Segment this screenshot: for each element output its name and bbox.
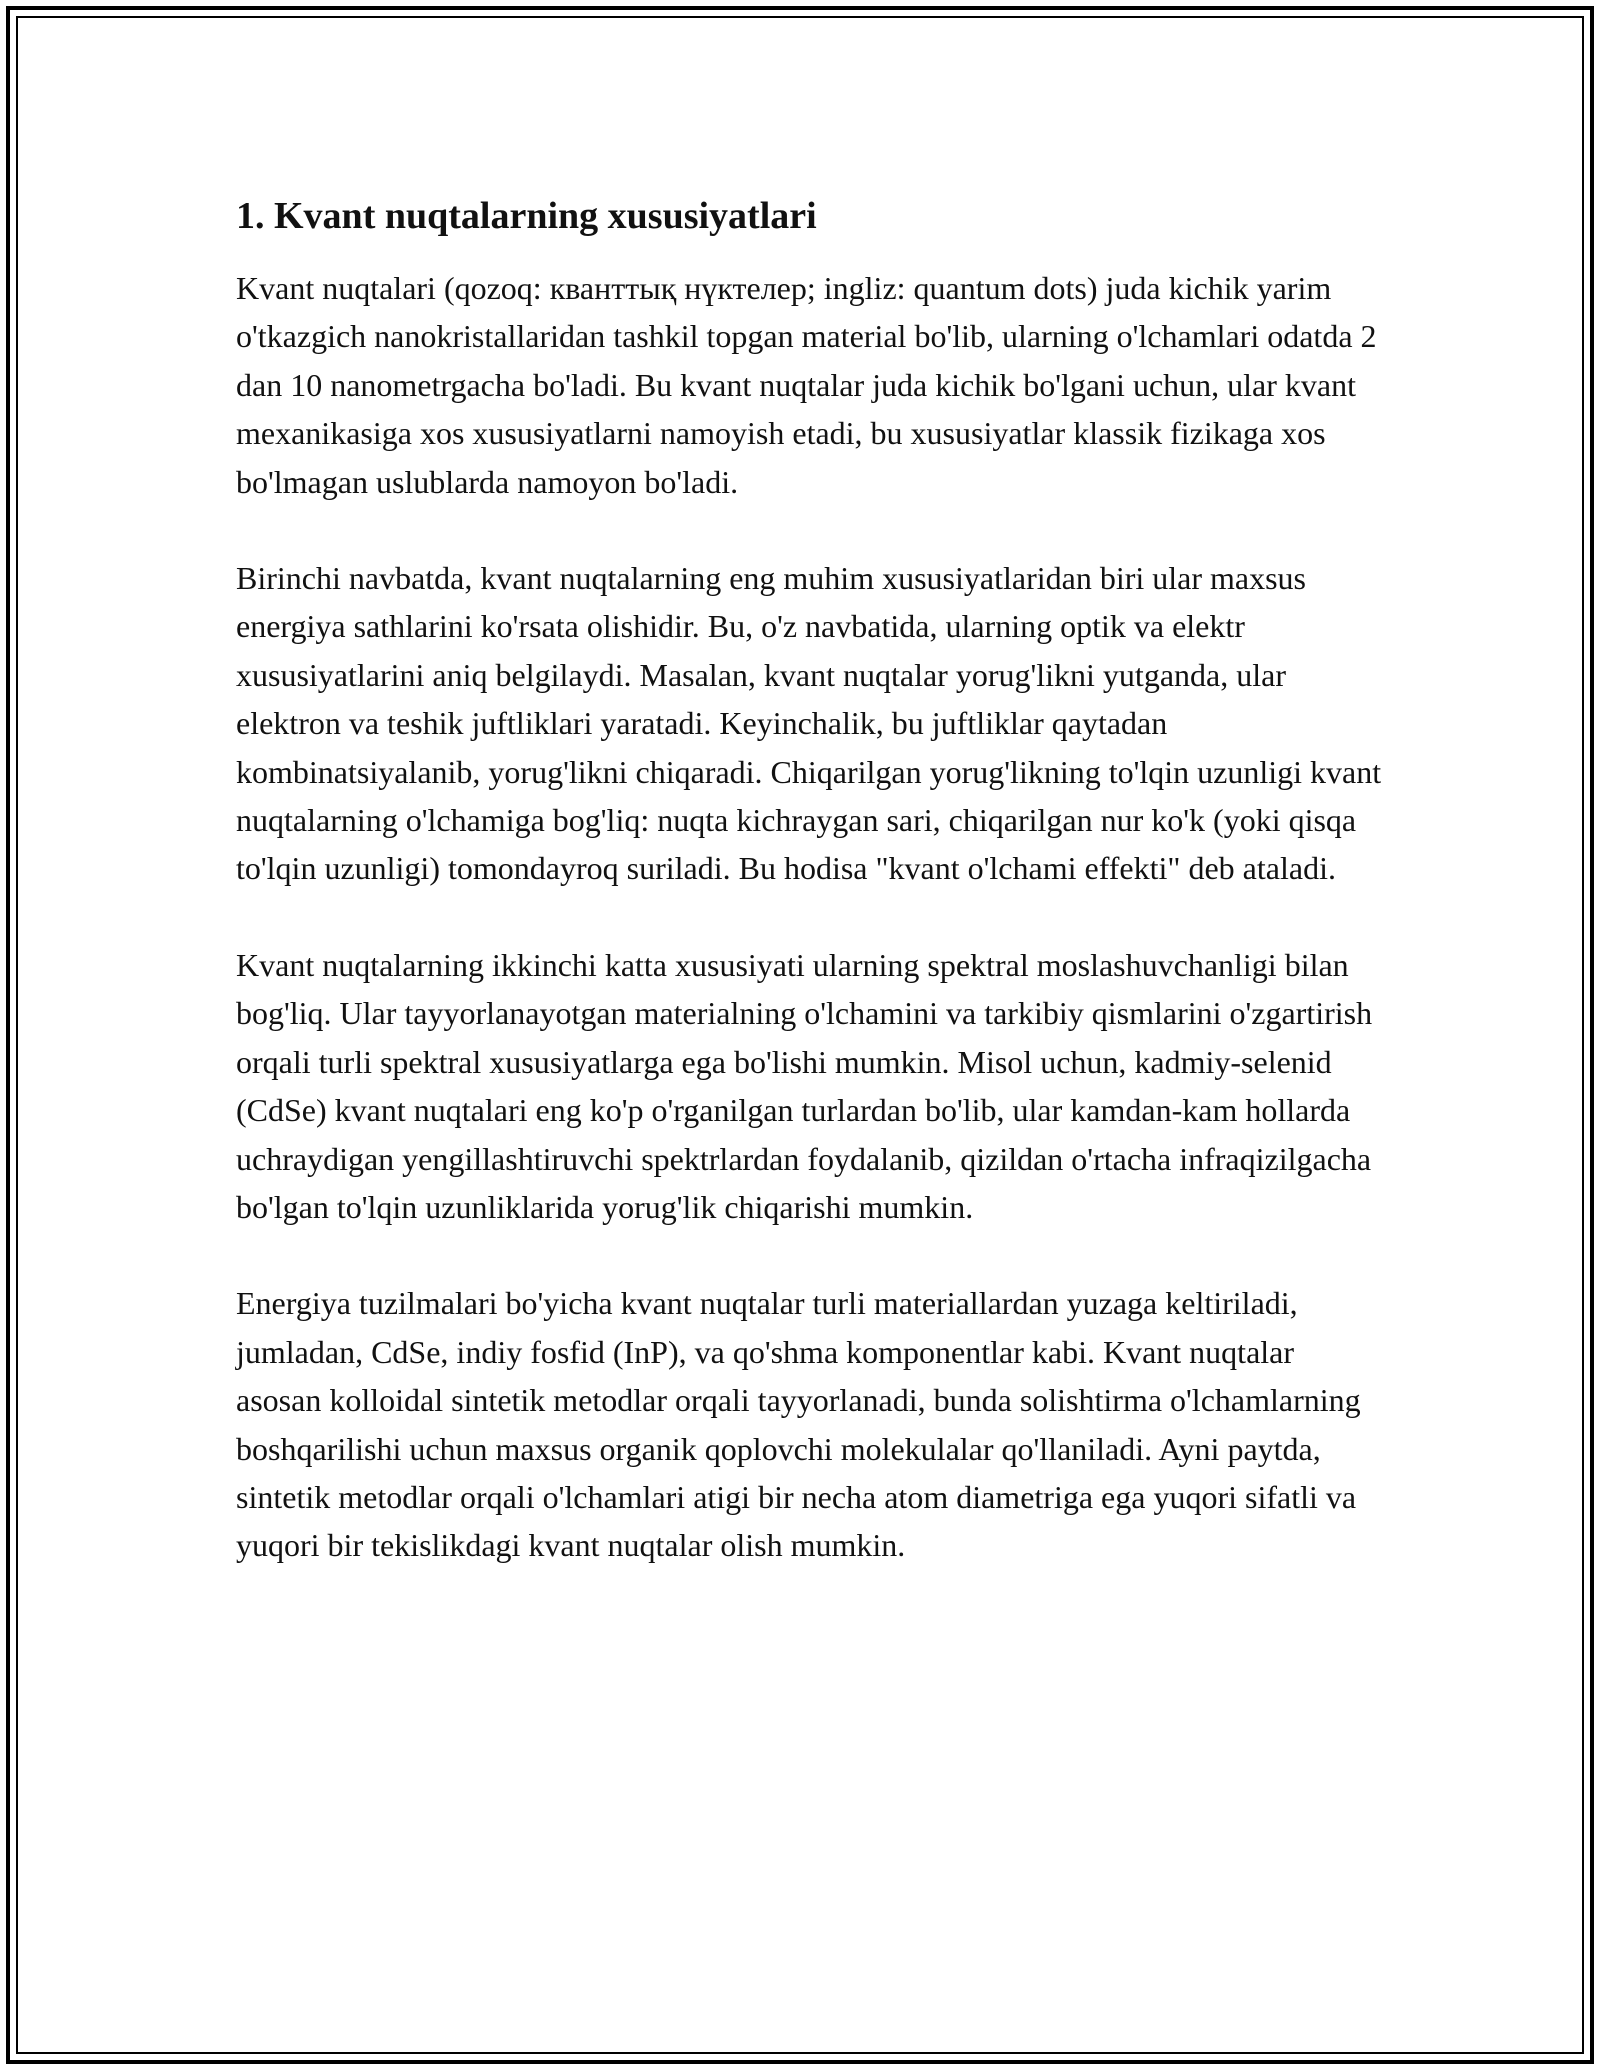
paragraph-1: Kvant nuqtalari (qozoq: кванттық нүктелер; ingliz: quantum dots) juda kichik yarim o'tkazgich nanokristallaridan tashkil topgan material bo'lib, ularning o'lchamlari odatda 2 dan 10 nanometrgacha bo'ladi. Bu kvant nuqtalar juda kichik bo'lgani uchun, ular kvant mexanikasiga xos xususiyatlarni namoyish etadi, bu xususiyatlar klassik fizikaga xos bo'lmagan uslublarda namoyon bo'ladi.: [236, 270, 1377, 500]
section-title: 1. Kvant nuqtalarning xususiyatlari: [236, 195, 817, 237]
paragraph-2: Birinchi navbatda, kvant nuqtalarning eng muhim xususiyatlaridan biri ular maxsus energiya sathlarini ko'rsata olishidir. Bu, o'z navbatida, ularning optik va elektr xususiyatlarini aniq belgilaydi. Masalan, kvant nuqtalar yorug'likni yutganda, ular elektron va teshik juftliklari yaratadi. Keyinchalik, bu juftliklar qaytadan kombinatsiyalanib, yorug'likni chiqaradi. Chiqarilgan yorug'likning to'lqin uzunligi kvant nuqtalarning o'lchamiga bog'liq: nuqta kichraygan sari, chiqarilgan nur ko'k (yoki qisqa to'lqin uzunligi) tomondayroq suriladi. Bu hodisa "kvant o'lchami effekti" deb ataladi.: [236, 560, 1382, 887]
paragraph-3: Kvant nuqtalarning ikkinchi katta xususiyati ularning spektral moslashuvchanligi bilan bog'liq. Ular tayyorlanayotgan materialning o'lchamini va tarkibiy qismlarini o'zgartirish orqali turli spektral xususiyatlarga ega bo'lishi mumkin. Misol uchun, kadmiy-selenid (CdSe) kvant nuqtalari eng ko'p o'rganilgan turlardan bo'lib, ular kamdan-kam hollarda uchraydigan yengillashtiruvchi spektrlardan foydalanib, qizildan o'rtacha infraqizilgacha bo'lgan to'lqin uzunliklarida yorug'lik chiqarishi mumkin.: [236, 946, 1373, 1225]
paragraph-4: Energiya tuzilmalari bo'yicha kvant nuqtalar turli materiallardan yuzaga keltiriladi, jumladan, CdSe, indiy fosfid (InP), va qo'shma komponentlar kabi. Kvant nuqtalar asosan kolloidal sintetik metodlar orqali tayyorlanadi, bunda solishtirma o'lchamlarning boshqarilishi uchun maxsus organik qoplovchi molekulalar qo'llaniladi. Ayni paytda, sintetik metodlar orqali o'lchamlari atigi bir necha atom diametriga ega yuqori sifatli va yuqori bir tekislikdagi kvant nuqtalar olish mumkin.: [236, 1285, 1361, 1564]
document-body: [236, 190, 1386, 1618]
